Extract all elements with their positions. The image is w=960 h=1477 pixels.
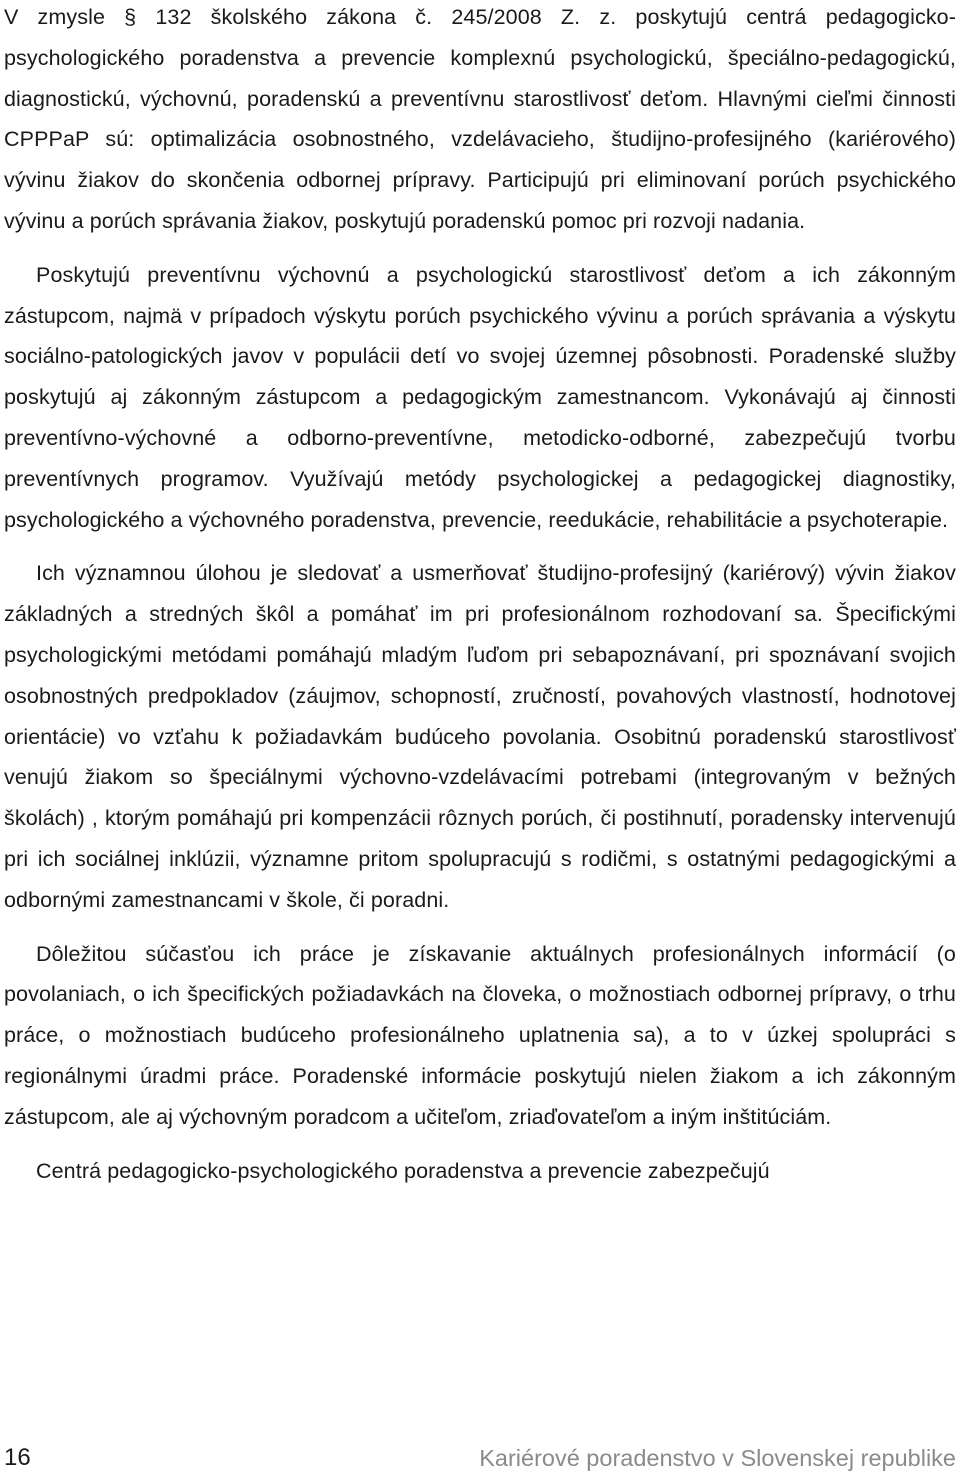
paragraph-3: Ich významnou úlohou je sledovať a usmerňovať študijno-profesijný (kariérový) vývin žiakov základných a stredných škôl a pomáhať im pri profesionálnom rozhodovaní sa. Špecifickými psychologickými metódami pomáhajú mladým ľuďom pri sebapoznávaní, pri spoznávaní svojich osobnostných predpokladov (záujmov, schopností, zručností, povahových vlastností, hodnotovej orientácie) vo vzťahu k požiadavkám budúceho povolania. Osobitnú poradenskú starostlivosť venujú žiakom so špeciálnymi výchovno-vzdelávacími potrebami (integrovaným v bežných školách) , ktorým pomáhajú pri kompenzácii rôznych porúch, či postihnutí, poradensky intervenujú pri ich sociálnej inklúzii, významne pritom spolupracujú s rodičmi, s ostatnými pedagogickými a odbornými zamestnancami v škole, či poradni. — [4, 561, 956, 912]
paragraph-1: V zmysle § 132 školského zákona č. 245/2008 Z. z. poskytujú centrá pedagogicko-psychologického poradenstva a prevencie komplexnú psychologickú, špeciálno-pedagogickú, diagnostickú, výchovnú, poradenskú a preventívnu starostlivosť deťom. Hlavnými cieľmi činnosti CPPPaP sú: optimalizácia osobnostného, vzdelávacieho, študijno-profesijného (kariérového) vývinu žiakov do skončenia odbornej prípravy. Participujú pri eliminovaní porúch psychického vývinu a porúch správania žiakov, poskytujú poradenskú pomoc pri rozvoji nadania. — [4, 5, 956, 233]
body-text — [4, 0, 956, 1191]
page-footer — [4, 1441, 956, 1475]
page-number: 16 — [4, 1444, 31, 1471]
paragraph-5: Centrá pedagogicko-psychologického poradenstva a prevencie zabezpečujú — [36, 1158, 770, 1183]
paragraph-4: Dôležitou súčasťou ich práce je získavanie aktuálnych profesionálnych informácií (o povolaniach, o ich špecifických požiadavkách na človeka, o možnostiach odbornej prípravy, o trhu práce, o možnostiach budúceho profesionálneho uplatnenia sa), a to v úzkej spolupráci s regionálnymi úradmi práce. Poradenské informácie poskytujú nielen žiakom a ich zákonným zástupcom, ale aj výchovným poradcom a učiteľom, zriaďovateľom a iným inštitúciám. — [4, 941, 956, 1129]
paragraph-2: Poskytujú preventívnu výchovnú a psychologickú starostlivosť deťom a ich zákonným zástupcom, najmä v prípadoch výskytu porúch psychického vývinu a porúch správania a výskytu sociálno-patologických javov v populácii detí vo svojej územnej pôsobnosti. Poradenské služby poskytujú aj zákonným zástupcom a pedagogickým zamestnancom. Vykonávajú aj činnosti preventívno-výchovné a odborno-preventívne, metodicko-odborné, zabezpečujú tvorbu preventívnych programov. Využívajú metódy psychologickej a pedagogickej diagnostiky, psychologického a výchovného poradenstva, prevencie, reedukácie, rehabilitácie a psychoterapie. — [4, 262, 956, 532]
running-title: Kariérové poradenstvo v Slovenskej republike — [479, 1444, 956, 1471]
